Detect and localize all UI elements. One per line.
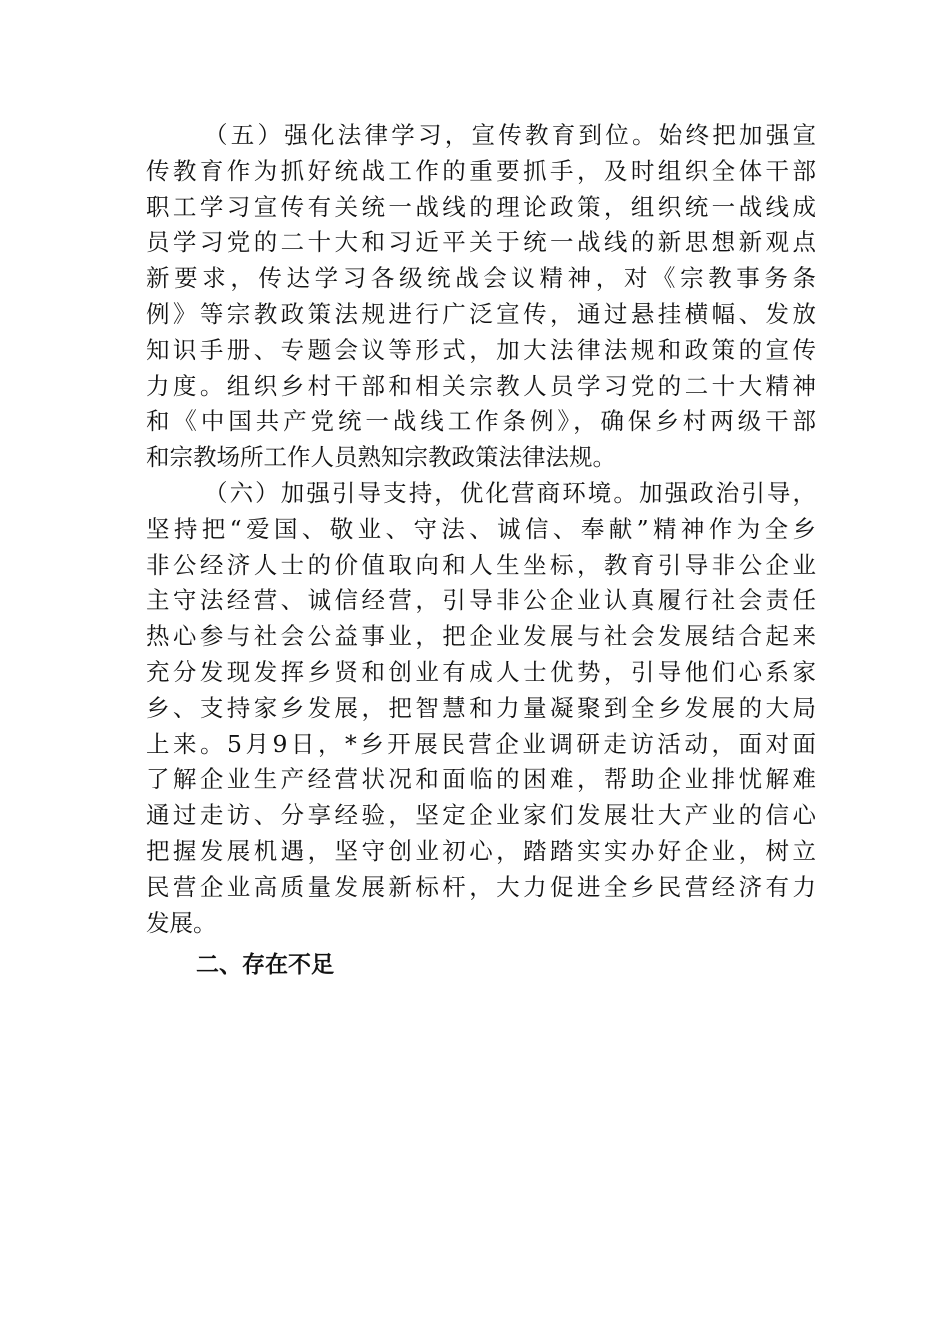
paragraph-line: （五）强化法律学习，宣传教育到位。始终把加强宣: [204, 121, 816, 149]
paragraph-line: 员学习党的二十大和习近平关于统一战线的新思想新观点: [146, 228, 816, 257]
paragraph-line: 乡、支持家乡发展，把智慧和力量凝聚到全乡发展的大局: [146, 693, 816, 722]
paragraph-line: 发展。: [146, 908, 217, 937]
paragraph-line: 和《中国共产党统一战线工作条例》，确保乡村两级干部: [146, 407, 816, 436]
paragraph-line: 传教育作为抓好统战工作的重要抓手，及时组织全体干部: [146, 156, 816, 185]
paragraph-line: 非公经济人士的价值取向和人生坐标，教育引导非公企业: [146, 550, 816, 579]
paragraph-line: （六）加强引导支持，优化营商环境。加强政治引导，: [204, 478, 816, 507]
paragraph-line: 新要求，传达学习各级统战会议精神，对《宗教事务条: [146, 264, 816, 293]
paragraph-line: 把握发展机遇，坚守创业初心，踏踏实实办好企业，树立: [146, 836, 816, 865]
paragraph-line: 上来。5月9日，*乡开展民营企业调研走访活动，面对面: [146, 729, 816, 758]
paragraph-five: [146, 118, 816, 476]
paragraph-line: 职工学习宣传有关统一战线的理论政策，组织统一战线成: [146, 192, 816, 221]
paragraph-line: 和宗教场所工作人员熟知宗教政策法律法规。: [146, 443, 616, 472]
paragraph-line: 民营企业高质量发展新标杆，大力促进全乡民营经济有力: [146, 872, 816, 901]
paragraph-line: 热心参与社会公益事业，把企业发展与社会发展结合起来: [146, 622, 816, 651]
section-heading: 二、存在不足: [196, 952, 334, 979]
paragraph-line: 例》等宗教政策法规进行广泛宣传，通过悬挂横幅、发放: [146, 299, 816, 328]
paragraph-line: 充分发现发挥乡贤和创业有成人士优势，引导他们心系家: [146, 657, 816, 686]
paragraph-six: [146, 476, 816, 941]
paragraph-line: 坚持把“爱国、敬业、守法、诚信、奉献”精神作为全乡: [146, 514, 816, 543]
paragraph-line: 主守法经营、诚信经营，引导非公企业认真履行社会责任: [146, 586, 816, 615]
paragraph-line: 知识手册、专题会议等形式，加大法律法规和政策的宣传: [146, 335, 816, 364]
paragraph-line: 了解企业生产经营状况和面临的困难，帮助企业排忧解难: [146, 765, 816, 794]
document-body: [146, 118, 816, 983]
paragraph-line: 通过走访、分享经验，坚定企业家们发展壮大产业的信心: [146, 801, 816, 830]
paragraph-line: 力度。组织乡村干部和相关宗教人员学习党的二十大精神: [146, 371, 816, 400]
